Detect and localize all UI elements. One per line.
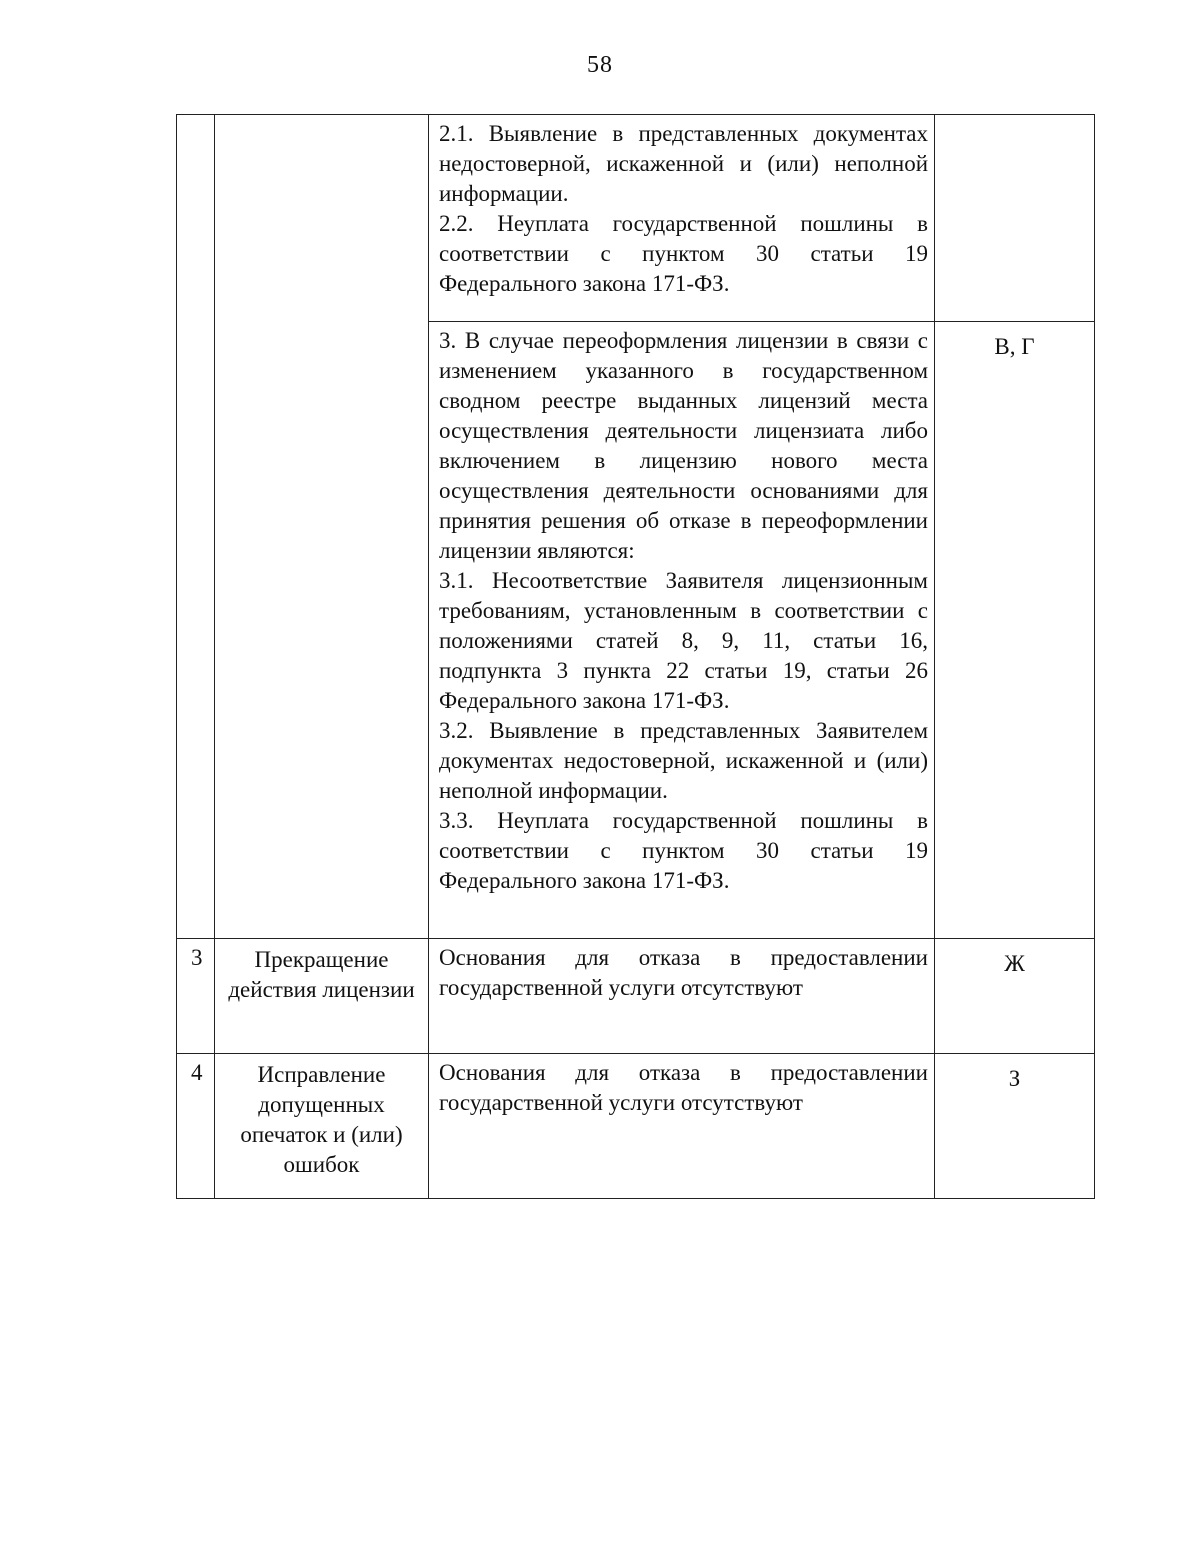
refusal-grounds-cell bbox=[429, 322, 935, 939]
refusal-grounds-cell bbox=[429, 939, 935, 1054]
document-code-cell bbox=[935, 115, 1095, 322]
grounds-paragraph: 2.1. Выявление в представленных документах недостоверной, искаженной и (или) неполной информации. bbox=[439, 121, 928, 206]
grounds-paragraph: 3. В случае переоформления лицензии в связи с изменением указанного в государственном сводном реестре выданных лицензий места осуществления деятельности лицензиата либо включением в лицензию нового места осуществления деятельности основаниями для принятия решения об отказе в переоформлении лицензии являются: bbox=[439, 328, 928, 563]
row-number-cell bbox=[177, 115, 215, 939]
row-number-cell: 3 bbox=[177, 939, 215, 1054]
grounds-paragraph: 3.2. Выявление в представленных Заявителем документах недостоверной, искаженной и (или) неполной информации. bbox=[439, 718, 928, 803]
grounds-paragraph: 3.1. Несоответствие Заявителя лицензионным требованиям, установленным в соответствии с положениями статей 8, 9, 11, статьи 16, подпункта 3 пункта 22 статьи 19, статьи 26 Федерального закона 171-ФЗ. bbox=[439, 568, 928, 713]
grounds-paragraph: 2.2. Неуплата государственной пошлины в соответствии с пунктом 30 статьи 19 Федерального закона 171-ФЗ. bbox=[439, 211, 928, 296]
grounds-paragraph: Основания для отказа в предоставлении государственной услуги отсутствуют bbox=[439, 1060, 928, 1115]
refusal-grounds-cell bbox=[429, 115, 935, 322]
grounds-paragraph: Основания для отказа в предоставлении государственной услуги отсутствуют bbox=[439, 945, 928, 1000]
refusal-grounds-cell bbox=[429, 1054, 935, 1199]
service-name-cell: Прекращение действия лицензии bbox=[215, 939, 429, 1054]
service-name-cell bbox=[215, 115, 429, 939]
document-code-cell: В, Г bbox=[935, 322, 1095, 939]
page-number: 58 bbox=[587, 52, 613, 78]
table-row bbox=[177, 1054, 1095, 1199]
grounds-paragraph: 3.3. Неуплата государственной пошлины в соответствии с пунктом 30 статьи 19 Федерального закона 171-ФЗ. bbox=[439, 808, 928, 893]
row-number-cell: 4 bbox=[177, 1054, 215, 1199]
document-code-cell: З bbox=[935, 1054, 1095, 1199]
table-row bbox=[177, 939, 1095, 1054]
table-row bbox=[177, 115, 1095, 322]
service-name-cell: Исправление допущенных опечаток и (или) ошибок bbox=[215, 1054, 429, 1199]
document-code-cell: Ж bbox=[935, 939, 1095, 1054]
grounds-table bbox=[176, 114, 1095, 1199]
